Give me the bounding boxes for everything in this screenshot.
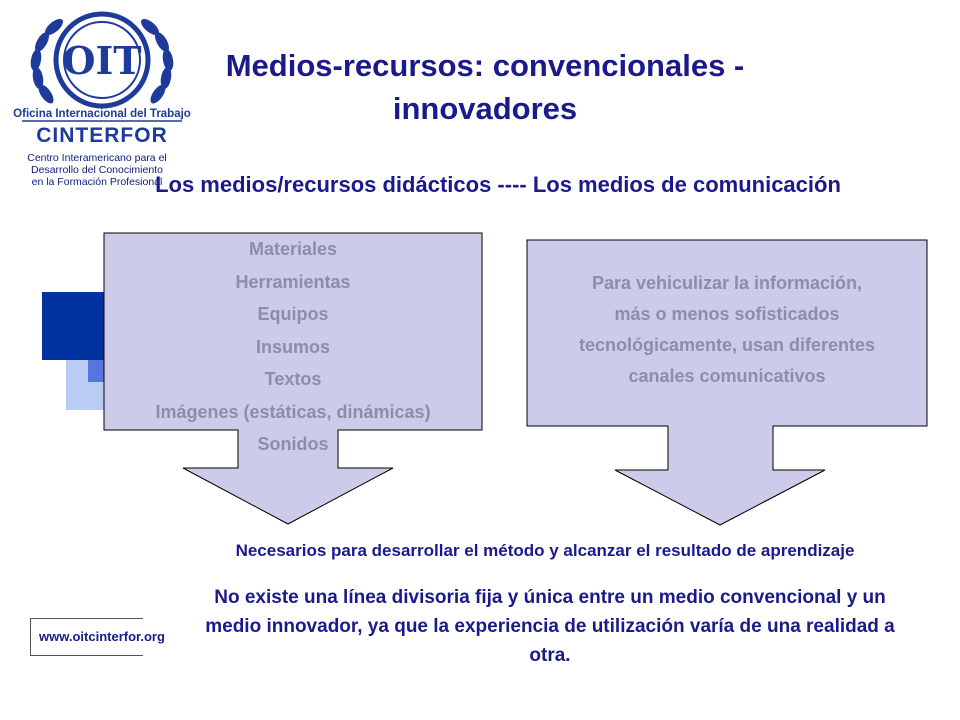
list-item: Herramientas <box>235 271 351 292</box>
note-paragraph <box>145 583 955 670</box>
website-link-box[interactable] <box>30 618 165 656</box>
logo-caption-line: Desarrollo del Conocimiento <box>31 164 163 176</box>
list-item: Equipos <box>257 304 329 324</box>
conclusion-statement: Necesarios para desarrollar el método y alcanzar el resultado de aprendizaje <box>235 541 855 560</box>
list-item: Materiales <box>248 239 338 259</box>
svg-text:OIT: OIT <box>62 38 142 83</box>
website-link[interactable]: www.oitcinterfor.org <box>39 629 165 644</box>
list-item: Insumos <box>255 336 330 357</box>
list-item: Textos <box>264 369 322 389</box>
communication-media-text <box>527 268 927 392</box>
logo-caption-line: en la Formación Profesional <box>31 176 163 188</box>
title-line: Medios-recursos: convencionales - <box>225 48 745 83</box>
text-line: más o menos sofisticados <box>614 304 840 324</box>
note-line: No existe una línea divisoria fija y única entre un medio convencional y un <box>214 587 886 608</box>
svg-text:CINTERFOR: CINTERFOR <box>36 124 168 147</box>
text-line: canales comunicativos <box>628 366 826 386</box>
note-line: medio innovador, ya que la experiencia de utilización varía de una realidad a <box>205 616 895 637</box>
list-item: Imágenes (estáticas, dinámicas) <box>155 401 431 422</box>
list-item: Sonidos <box>257 434 329 454</box>
svg-text:Oficina Internacional del Trab: Oficina Internacional del Trabajo <box>13 108 191 120</box>
text-line: Para vehiculizar la información, <box>591 273 863 293</box>
note-line: otra. <box>529 645 571 666</box>
logo-caption-line: Centro Interamericano para el <box>27 152 167 164</box>
text-line: tecnológicamente, usan diferentes <box>578 335 876 355</box>
resources-list <box>104 233 482 461</box>
title-line: innovadores <box>392 91 578 126</box>
subtitle: Los medios/recursos didácticos ---- Los medios de comunicación <box>155 172 841 197</box>
